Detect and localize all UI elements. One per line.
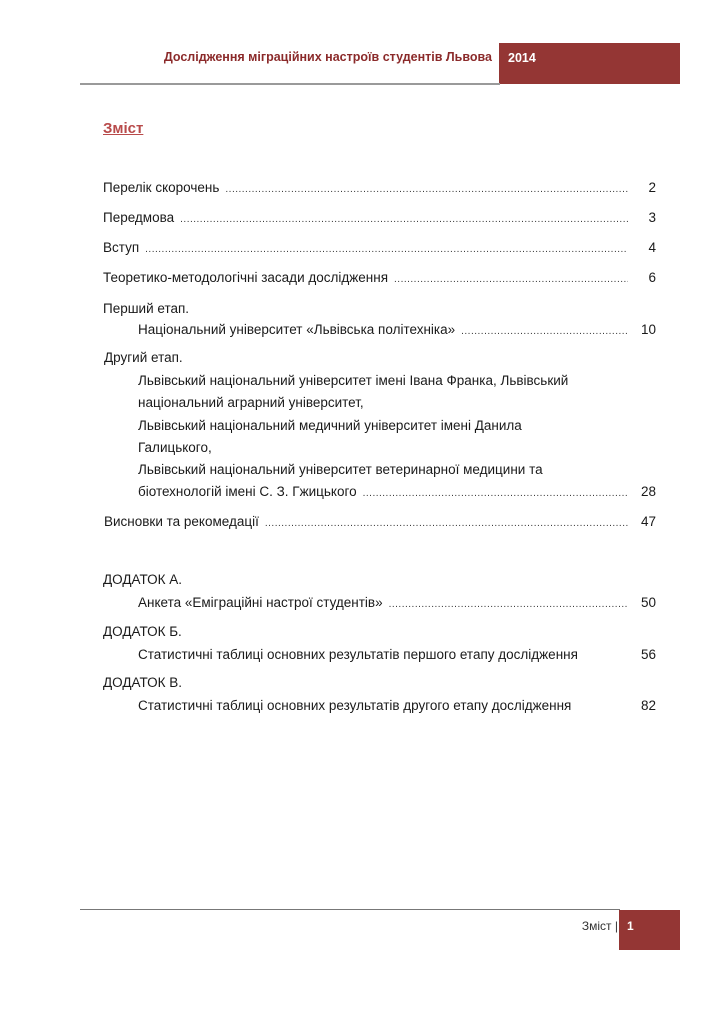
- appendix-heading: ДОДАТОК В.: [103, 675, 182, 690]
- leader-dots: [394, 274, 628, 285]
- leader-dots: [461, 326, 628, 337]
- toc-entry-label: біотехнологій імені С. З. Гжицького: [138, 484, 357, 499]
- header-divider: [80, 83, 500, 85]
- toc-entry-label: Національний університет «Львівська політехніка»: [138, 322, 456, 337]
- appendix-heading: ДОДАТОК А.: [103, 572, 182, 587]
- toc-entry-page: 6: [648, 270, 656, 285]
- toc-entry-stage2[interactable]: [138, 484, 656, 499]
- footer-page-number: 1: [627, 919, 634, 933]
- leader-dots: [225, 184, 628, 195]
- toc-entry-page: 56: [640, 647, 656, 662]
- toc-entry-page: 10: [640, 322, 656, 337]
- leader-dots: [180, 214, 628, 225]
- stage2-line: Галицького,: [138, 440, 212, 455]
- toc-entry[interactable]: [103, 240, 656, 255]
- toc-entry-page: 3: [648, 210, 656, 225]
- toc-entry-label: Висновки та рекомедації: [104, 514, 259, 529]
- toc-entry-page: 2: [648, 180, 656, 195]
- footer-label: Зміст |: [581, 919, 618, 933]
- toc-entry-label: Перелік скорочень: [103, 180, 220, 195]
- leader-dots: [265, 518, 628, 529]
- toc-entry-page: 4: [648, 240, 656, 255]
- footer-page-box: [619, 910, 680, 950]
- toc-entry-conclusions[interactable]: [104, 514, 656, 529]
- toc-entry-stage1[interactable]: [138, 322, 656, 337]
- toc-entry-page: 82: [640, 698, 656, 713]
- stage2-line: Львівський національний медичний університет імені Данила: [138, 418, 522, 433]
- toc-entry-appendix[interactable]: [138, 595, 656, 610]
- appendix-heading: ДОДАТОК Б.: [103, 624, 182, 639]
- toc-title: Зміст: [103, 120, 144, 137]
- toc-entry[interactable]: [103, 270, 656, 285]
- toc-entry[interactable]: [103, 180, 656, 195]
- stage2-line: Львівський національний університет імені Івана Франка, Львівський: [138, 373, 569, 388]
- leader-dots: [363, 488, 628, 499]
- toc-entry-label: Передмова: [103, 210, 175, 225]
- leader-dots: [145, 244, 628, 255]
- header-year: 2014: [508, 51, 536, 65]
- toc-entry-appendix[interactable]: [138, 698, 656, 713]
- toc-entry[interactable]: [103, 210, 656, 225]
- stage1-heading: Перший етап.: [103, 301, 190, 316]
- toc-entry-label: Статистичні таблиці основних результатів першого етапу дослідження: [138, 647, 578, 662]
- leader-dots: [389, 599, 628, 610]
- toc-entry-page: 28: [640, 484, 656, 499]
- header-year-box: [499, 43, 680, 84]
- header-title: Дослідження міграційних настроїв студентів Львова: [163, 50, 492, 64]
- toc-entry-label: Статистичні таблиці основних результатів другого етапу дослідження: [138, 698, 572, 713]
- stage2-line: Львівський національний університет ветеринарної медицини та: [138, 462, 543, 477]
- toc-entry-page: 50: [640, 595, 656, 610]
- stage2-line: національний аграрний університет,: [138, 395, 364, 410]
- stage2-heading: Другий етап.: [104, 350, 183, 365]
- toc-entry-page: 47: [640, 514, 656, 529]
- footer-divider: [80, 909, 620, 910]
- toc-entry-label: Вступ: [103, 240, 140, 255]
- toc-entry-appendix[interactable]: [138, 647, 656, 662]
- toc-entry-label: Теоретико-методологічні засади дослідження: [103, 270, 389, 285]
- toc-entry-label: Анкета «Еміграційні настрої студентів»: [138, 595, 383, 610]
